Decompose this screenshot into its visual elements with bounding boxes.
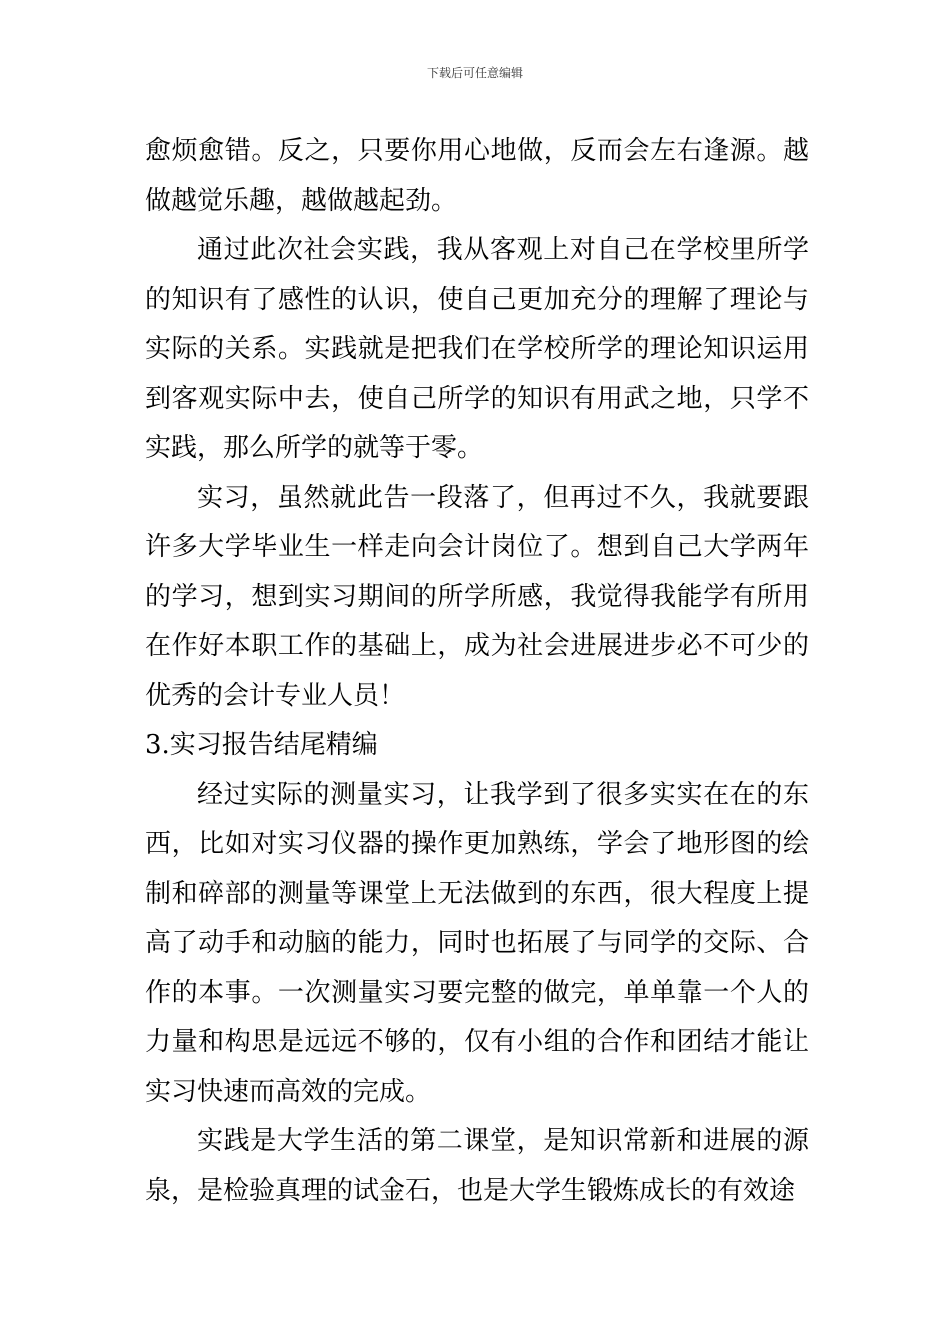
document-body xyxy=(145,127,809,1216)
page-header: 下载后可任意编辑 xyxy=(426,66,523,80)
continuation-paragraph: 愈烦愈错。反之，只要你用心地做，反而会左右逢源。越做越觉乐趣，越做越起劲。 xyxy=(145,136,809,216)
paragraph-internship-end: 实习，虽然就此告一段落了，但再过不久，我就要跟许多大学毕业生一样走向会计岗位了。想到自己大学两年的学习，想到实习期间的所学所感，我觉得我能学有所用在作好本职工作的基础上，成为社会进展进步必不可少的优秀的会计专业人员！ xyxy=(145,482,809,711)
paragraph-survey-internship: 经过实际的测量实习，让我学到了很多实实在在的东西，比如对实习仪器的操作更加熟练，学会了地形图的绘制和碎部的测量等课堂上无法做到的东西，很大程度上提高了动手和动脑的能力，同时也拓展了与同学的交际、合作的本事。一次测量实习要完整的做完，单单靠一个人的力量和构思是远远不够的，仅有小组的合作和团结才能让实习快速而高效的完成。 xyxy=(145,779,809,1107)
paragraph-practice-second-classroom: 实践是大学生活的第二课堂，是知识常新和进展的源泉，是检验真理的试金石，也是大学生锻炼成长的有效途 xyxy=(145,1126,809,1206)
section-heading: 3.实习报告结尾精编 xyxy=(145,730,378,760)
paragraph-social-practice: 通过此次社会实践，我从客观上对自己在学校里所学的知识有了感性的认识，使自己更加充分的理解了理论与实际的关系。实践就是把我们在学校所学的理论知识运用到客观实际中去，使自己所学的知识有用武之地，只学不实践，那么所学的就等于零。 xyxy=(145,235,809,463)
